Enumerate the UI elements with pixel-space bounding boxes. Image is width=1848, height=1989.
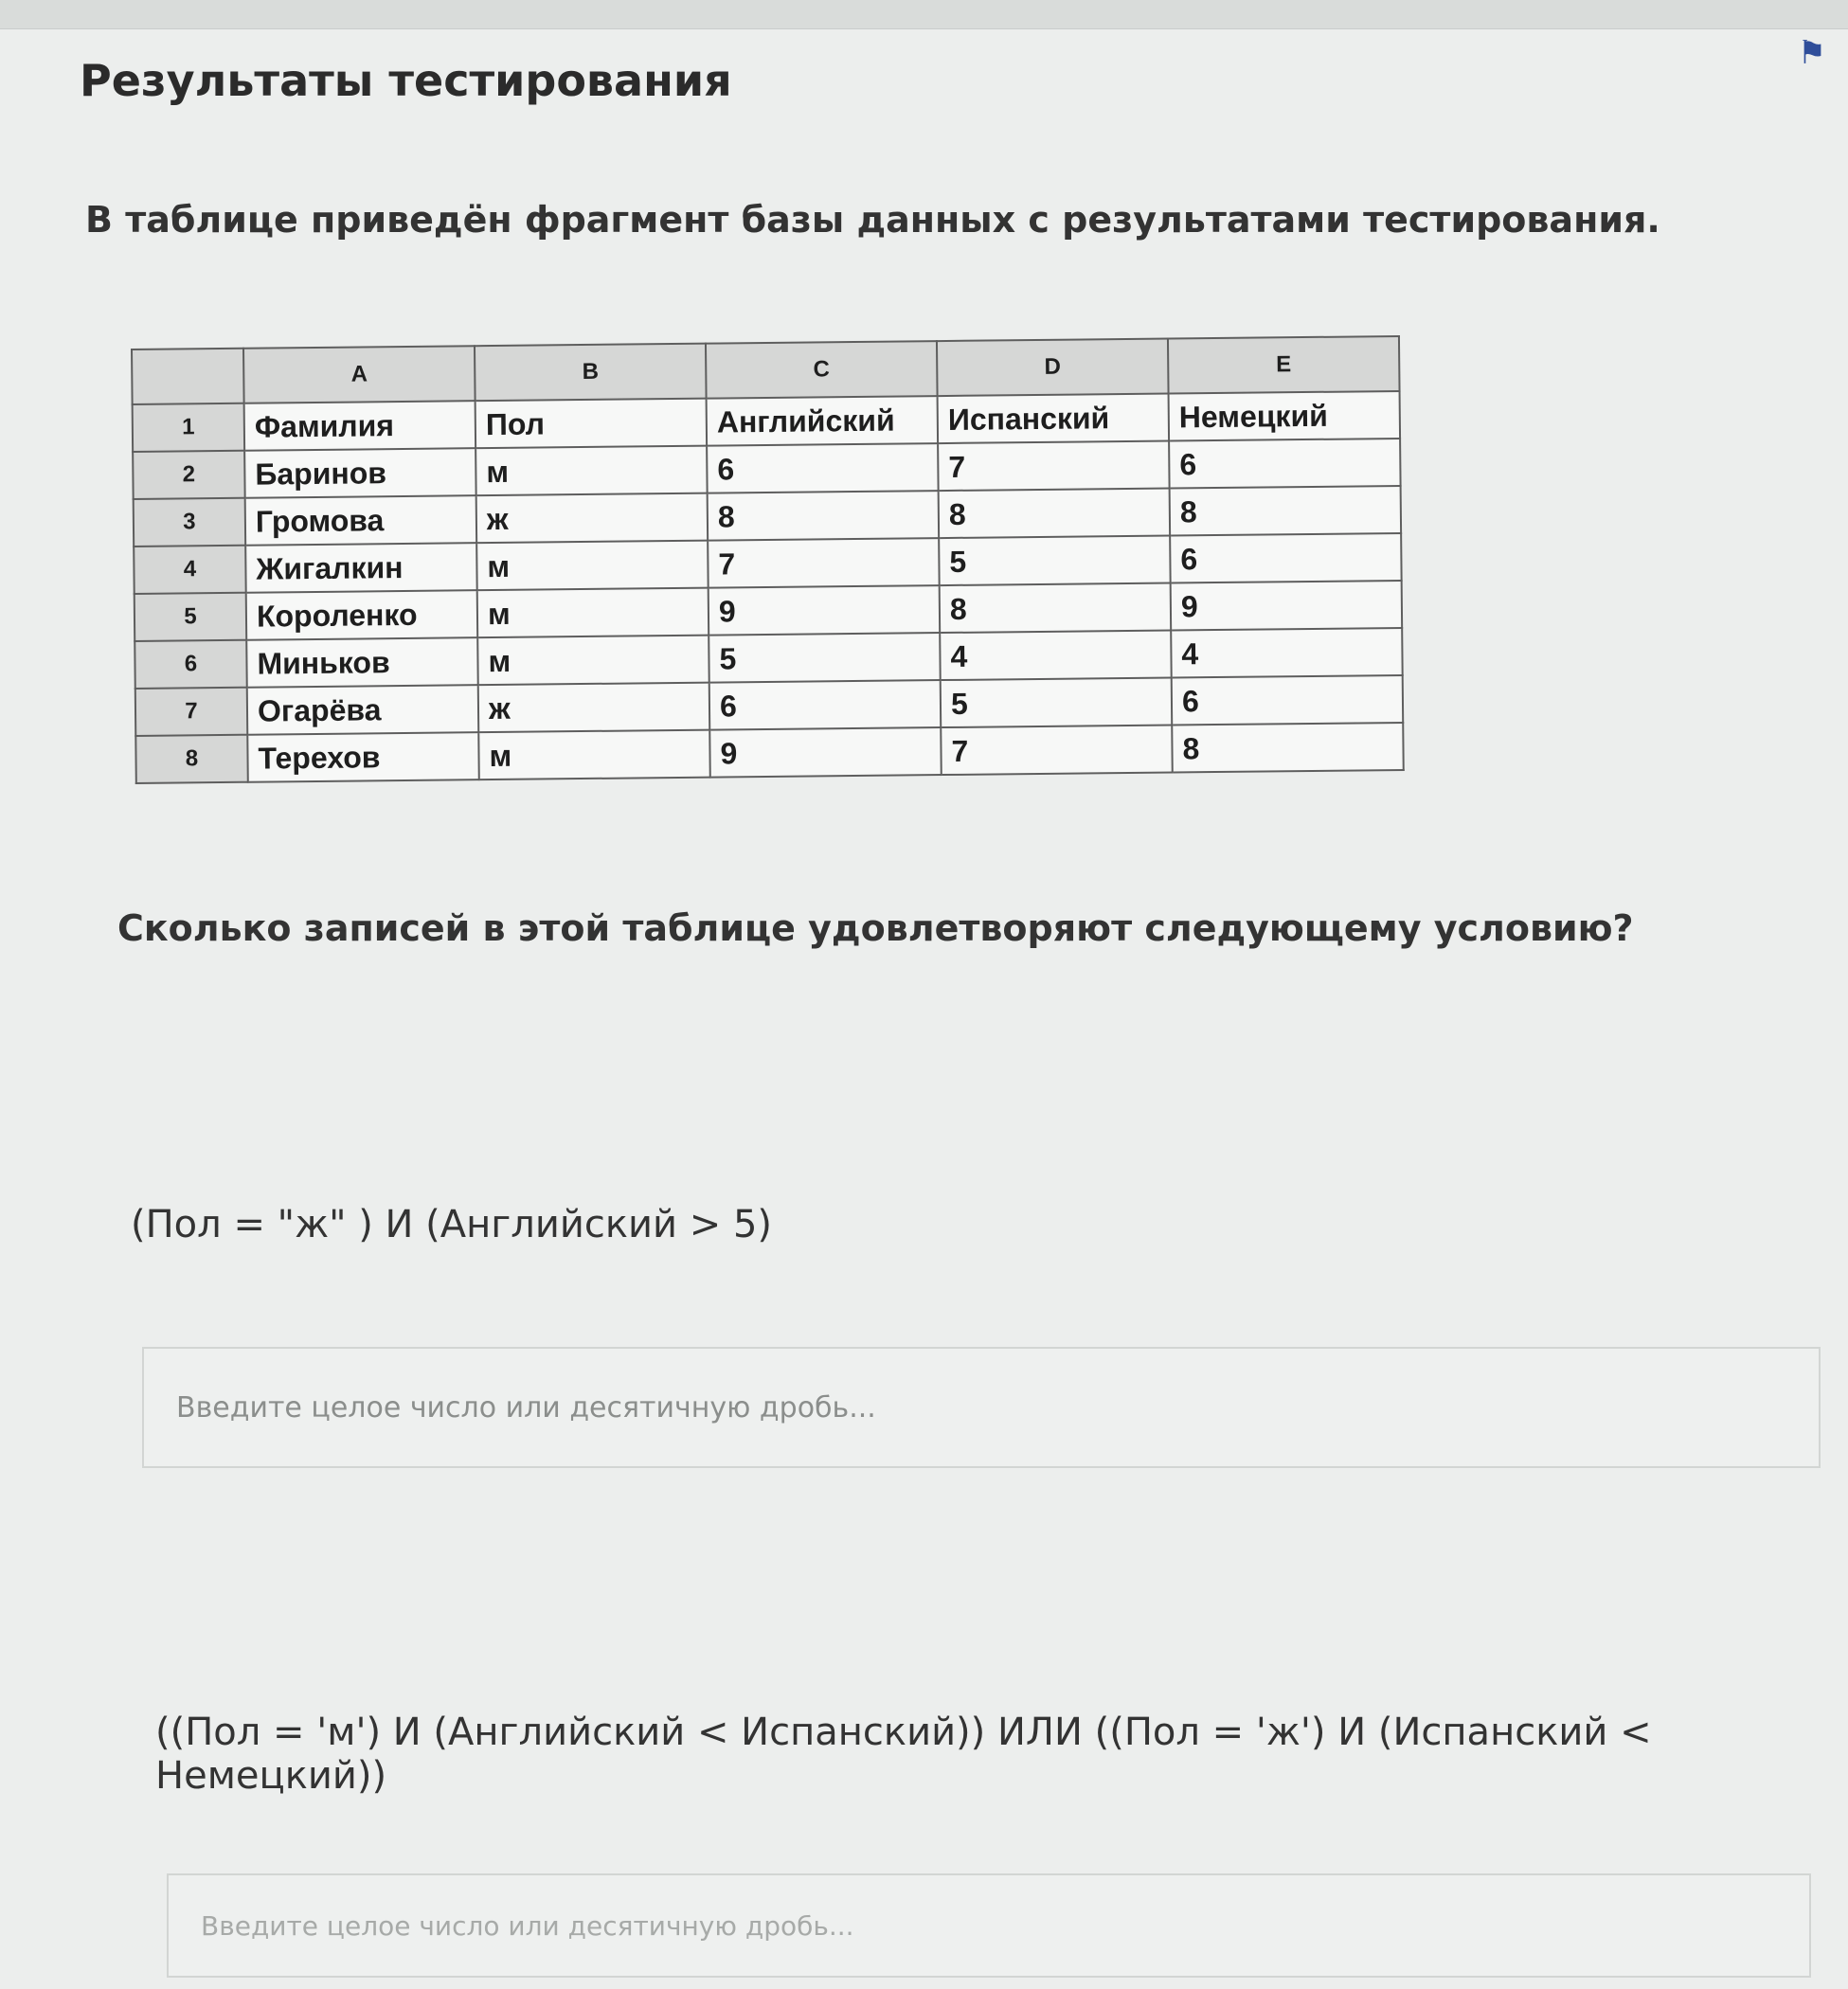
column-letter-c: C <box>706 341 938 399</box>
row-number: 1 <box>133 403 245 452</box>
flag-icon[interactable]: ⚑ <box>1797 34 1827 72</box>
table-cell: Баринов <box>244 448 476 498</box>
table-cell: м <box>477 588 709 638</box>
table-cell: Немецкий <box>1169 391 1401 441</box>
table-cell: Пол <box>475 399 708 449</box>
table-cell: Испанский <box>938 394 1170 444</box>
table-cell: 7 <box>708 538 940 588</box>
table-corner <box>132 349 244 404</box>
table-cell: Английский <box>707 396 939 446</box>
table-cell: 5 <box>709 633 941 683</box>
row-number: 2 <box>133 451 245 499</box>
row-number: 4 <box>134 546 246 594</box>
answer-2-input[interactable] <box>167 1873 1811 1978</box>
row-number: 3 <box>134 498 246 547</box>
table-cell: 6 <box>709 680 942 730</box>
table-cell: Огарёва <box>247 685 479 735</box>
top-bar <box>0 0 1848 29</box>
table-cell: 6 <box>1169 439 1401 489</box>
condition-2-text: ((Пол = 'м') И (Английский < Испанский)) ИЛИ ((Пол = 'ж') И (Испанский < Немецкий)) <box>155 1711 1652 1798</box>
column-letter-b: B <box>475 344 707 402</box>
table-cell: Миньков <box>246 637 478 688</box>
column-letter-a: A <box>243 346 475 403</box>
table-cell: Громова <box>245 495 477 546</box>
answer-1-input[interactable] <box>142 1347 1821 1468</box>
row-number: 8 <box>135 735 248 783</box>
table-cell: 8 <box>939 489 1171 539</box>
table-cell: Короленко <box>246 590 478 640</box>
question-text: Сколько записей в этой таблице удовлетворяют следующему условию? <box>117 907 1634 949</box>
table-cell: 6 <box>1172 675 1404 726</box>
table-cell: 8 <box>1172 723 1404 773</box>
intro-text: В таблице приведён фрагмент базы данных с результатами тестирования. <box>85 199 1660 241</box>
table-cell: ж <box>476 493 709 544</box>
table-cell: 7 <box>938 441 1170 492</box>
table-cell: 4 <box>940 631 1172 681</box>
table-cell: 5 <box>941 678 1173 728</box>
table-cell: м <box>475 446 708 496</box>
table-cell: 4 <box>1171 628 1403 678</box>
table-cell: 6 <box>707 443 939 493</box>
row-number: 6 <box>135 640 247 689</box>
table-cell: 9 <box>709 585 941 636</box>
table-cell: м <box>477 636 709 686</box>
table-cell: 9 <box>1171 581 1403 631</box>
table-cell: м <box>476 541 709 591</box>
table-cell: Терехов <box>247 732 479 782</box>
table-cell: 8 <box>1170 486 1402 536</box>
condition-1-text: (Пол = "ж" ) И (Английский > 5) <box>131 1203 773 1246</box>
table-cell: 6 <box>1170 533 1402 583</box>
table-cell: Фамилия <box>244 401 476 451</box>
table-cell: 5 <box>939 536 1171 586</box>
page-title: Результаты тестирования <box>80 55 732 106</box>
table-cell: 8 <box>708 491 940 541</box>
table-cell: м <box>478 730 710 780</box>
results-table <box>131 335 1405 784</box>
table-cell: 9 <box>709 727 942 778</box>
table-cell: 8 <box>940 583 1172 634</box>
table-cell: ж <box>478 683 710 733</box>
column-letter-d: D <box>937 339 1169 397</box>
column-letter-e: E <box>1168 336 1400 394</box>
row-number: 7 <box>135 688 248 736</box>
table-cell: Жигалкин <box>245 543 477 593</box>
row-number: 5 <box>135 593 247 641</box>
table-cell: 7 <box>941 726 1173 776</box>
